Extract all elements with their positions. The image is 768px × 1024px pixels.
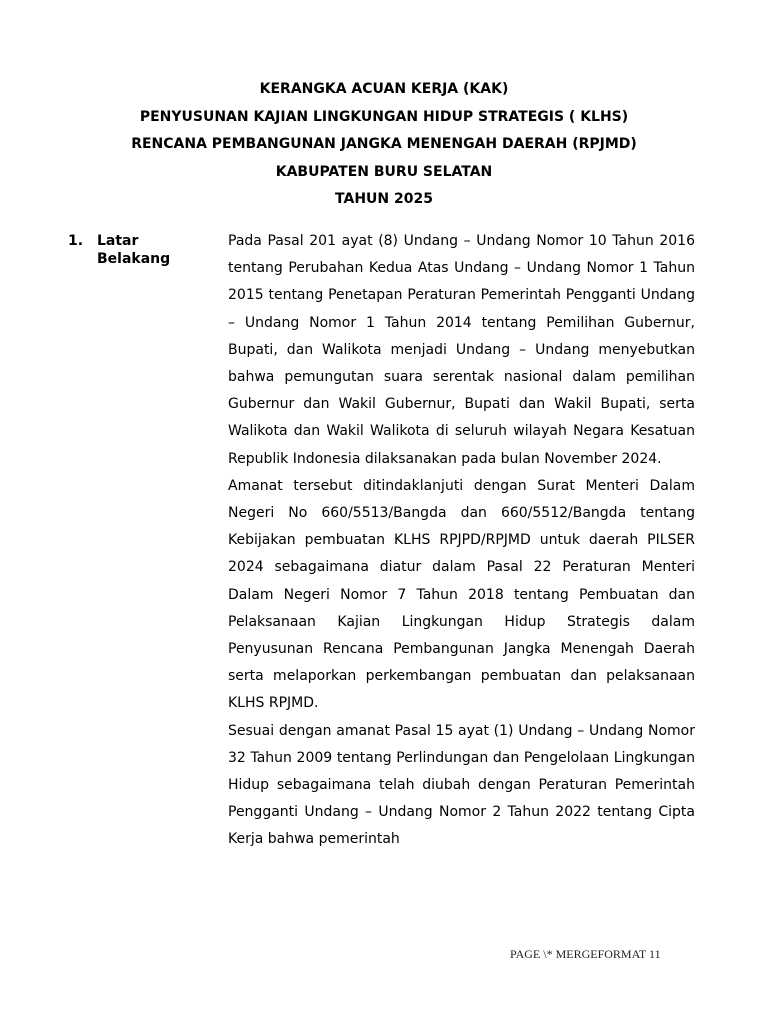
paragraph-2: Amanat tersebut ditindaklanjuti dengan Surat Menteri Dalam Negeri No 660/5513/Bangda dan 660/5512/Bangda tentang Kebijakan pembuatan KLHS RPJPD/RPJMD untuk daerah PILSER 2024 sebagaimana diatur dalam Pasal 22 Peraturan Menteri Dalam Negeri Nomor 7 Tahun 2018 tentang Pembuatan dan Pelaksanaan Kajian Lingkungan Hidup Strategis dalam Penyusunan Rencana Pembangunan Jangka Menengah Daerah serta melaporkan perkembangan pembuatan dan pelaksanaan KLHS RPJMD. [228,477,695,712]
title-line-year: TAHUN 2025 [335,191,433,207]
document-title-block [0,76,768,214]
section-body [228,228,695,854]
paragraph-3: Sesuai dengan amanat Pasal 15 ayat (1) Undang – Undang Nomor 32 Tahun 2009 tentang Perlindungan dan Pengelolaan Lingkungan Hidup sebagaimana telah diubah dengan Peraturan Pemerintah Pengganti Undang – Undang Nomor 2 Tahun 2022 tentang Cipta Kerja bahwa pemerintah [228,722,695,848]
page-footer: PAGE \* MERGEFORMAT 11 [510,947,661,961]
title-line-kabupaten: KABUPATEN BURU SELATAN [275,163,493,180]
paragraph-1: Pada Pasal 201 ayat (8) Undang – Undang Nomor 10 Tahun 2016 tentang Perubahan Kedua Atas Undang – Undang Nomor 1 Tahun 2015 tentang Penetapan Peraturan Pemerintah Pengganti Undang – Undang Nomor 1 Tahun 2014 tentang Pemilihan Gubernur, Bupati, dan Walikota menjadi Undang – Undang menyebutkan bahwa pemungutan suara serentak nasional dalam pemilihan Gubernur dan Wakil Gubernur, Bupati dan Wakil Bupati, serta Walikota dan Wakil Walikota di seluruh wilayah Negara Kesatuan Republik Indonesia dilaksanakan pada bulan November 2024. [228,233,695,467]
section-title: Latar Belakang [97,233,171,267]
section-number: 1. [68,233,84,249]
title-line-kak: KERANGKA ACUAN KERJA (KAK) [259,81,509,97]
title-line-rpjmd: RENCANA PEMBANGUNAN JANGKA MENENGAH DAERAH (RPJMD) [131,136,637,152]
title-line-klhs: PENYUSUNAN KAJIAN LINGKUNGAN HIDUP STRATEGIS ( KLHS) [139,108,629,125]
